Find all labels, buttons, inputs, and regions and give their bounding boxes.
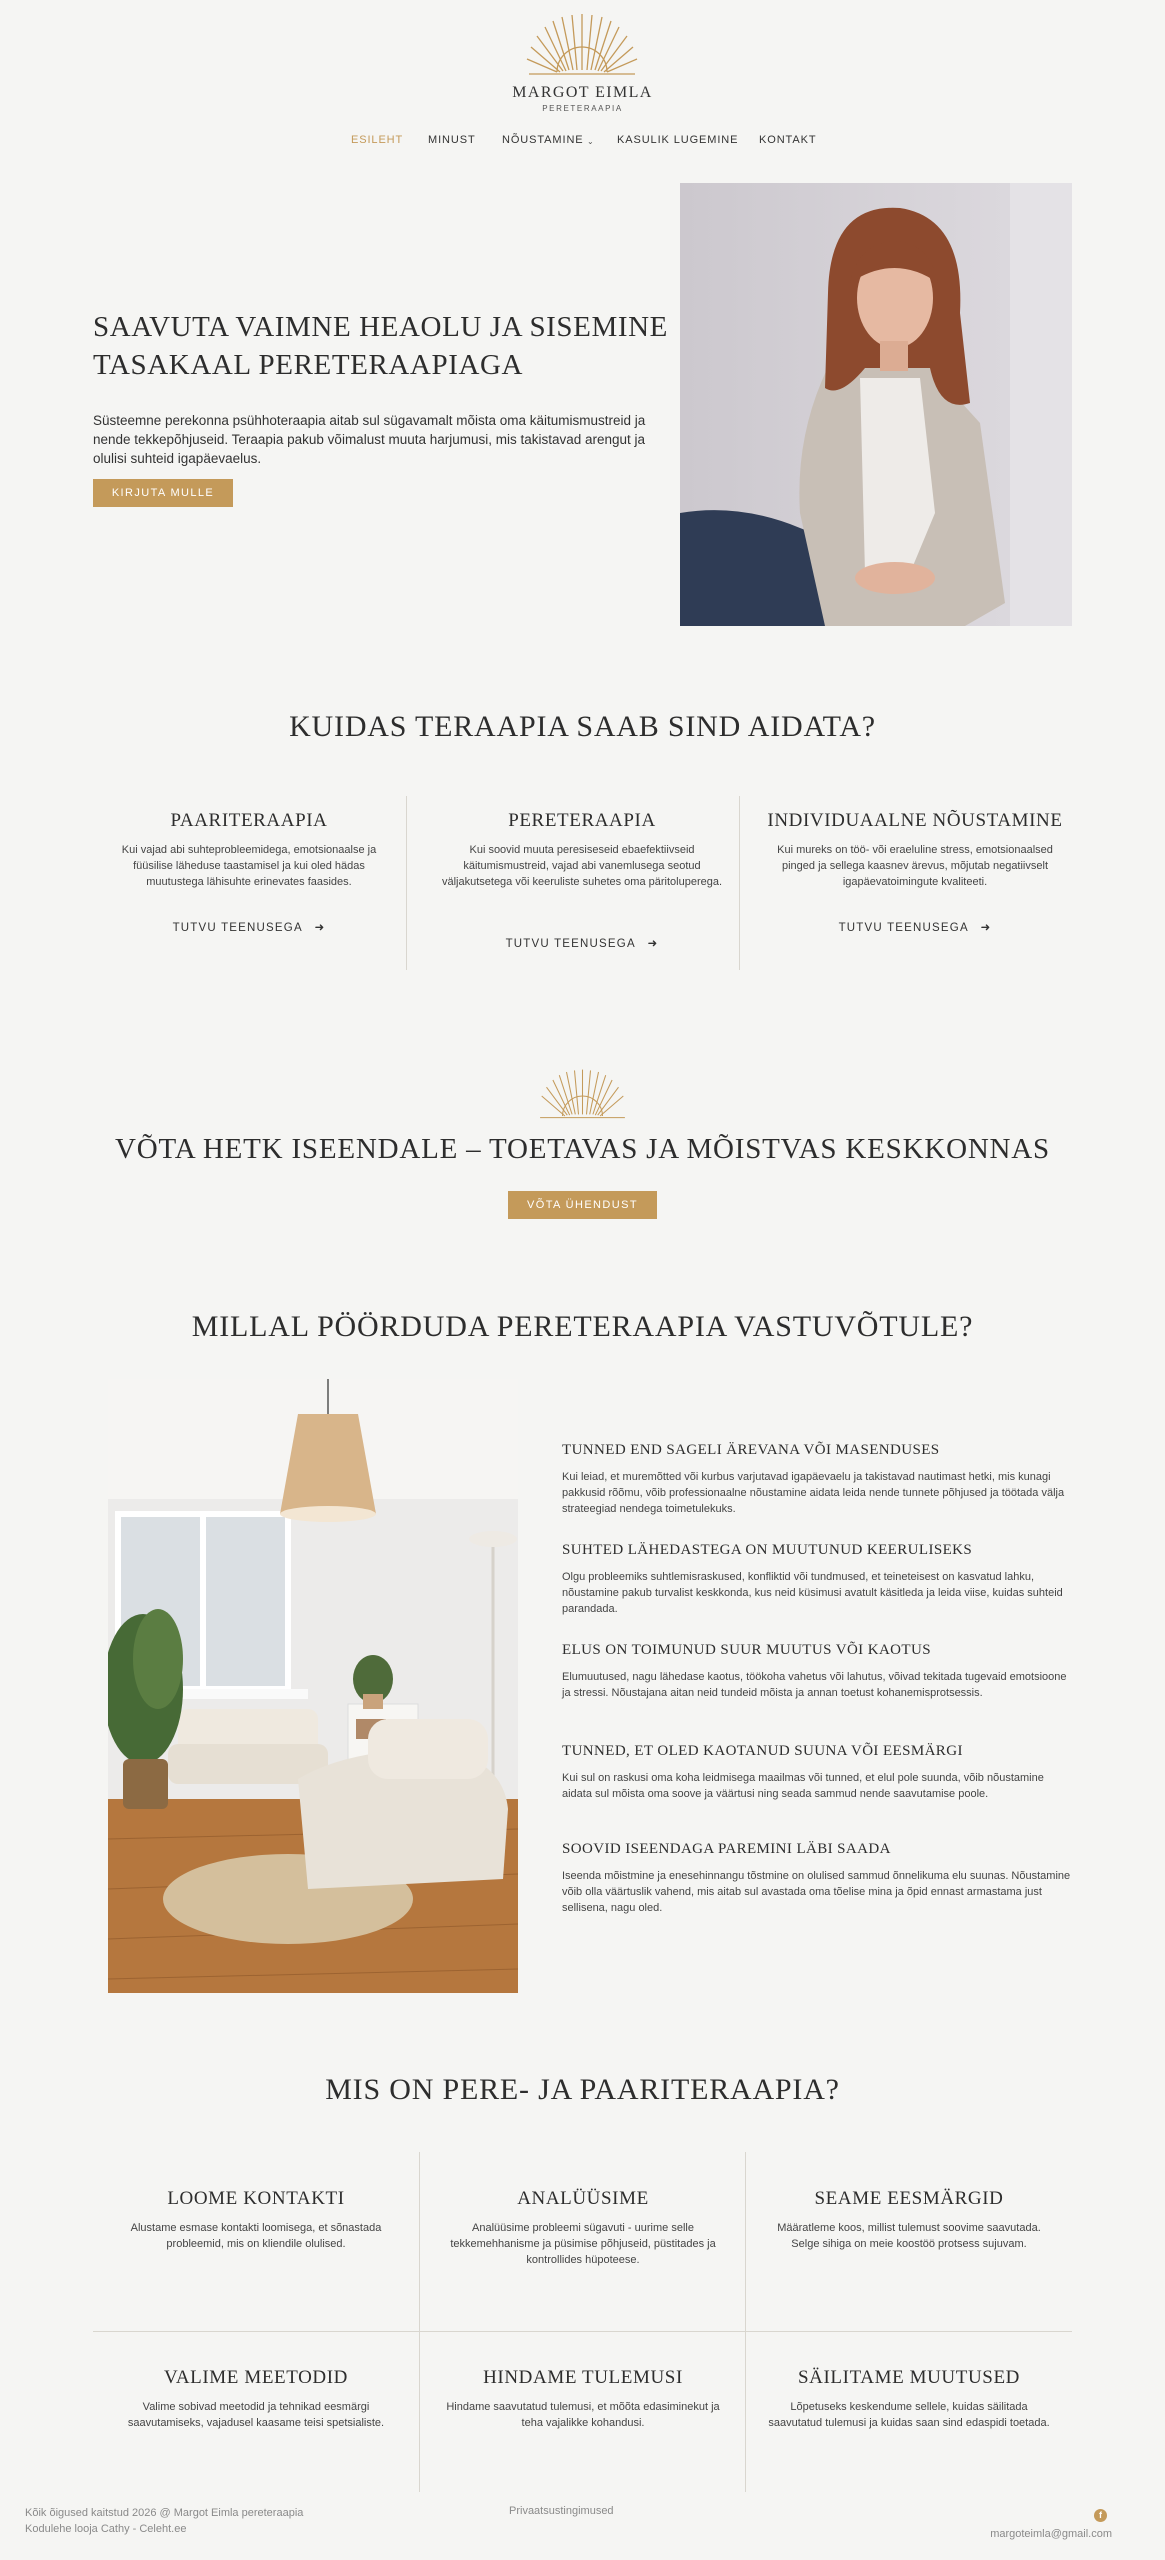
- when-item-text: Kui leiad, et muremõtted või kurbus varjutavad igapäevaelu ja takistavad nautimast hetki, mis kunagi pakkusid rõõmu, võib professionaalne nõustamine aidata leida nende tunnete põhjused ja töötada välja strateegiad nendega toimetulekuks.: [562, 1471, 1065, 1515]
- service-title: INDIVIDUAALNE NÕUSTAMINE: [767, 810, 1063, 831]
- hero-title: SAAVUTA VAIMNE HEAOLU JA SISEMINE TASAKAAL PERETERAAPIAGA: [93, 311, 668, 381]
- nav-item-kontakt[interactable]: KONTAKT: [759, 134, 817, 146]
- arrow-right-icon[interactable]: ➜: [980, 922, 992, 934]
- service-text: Kui mureks on töö- või eraeluline stress, emotsionaalsed pinged ja sellega kaasnev ärevus, mõjutab negatiivselt igapäevatoimingute kvaliteeti.: [777, 844, 1053, 888]
- nav-item-noustamine[interactable]: NÕUSTAMINE: [502, 134, 584, 146]
- when-item: [562, 1841, 1072, 1916]
- step-title: HINDAME TULEMUSI: [483, 2367, 683, 2388]
- service-text: Kui vajad abi suhteprobleemidega, emotsionaalse ja füüsilise läheduse taastamisel ja kui oled hädas muutustega lähisuhte erinevates faasides.: [121, 844, 377, 888]
- step-title: LOOME KONTAKTI: [167, 2188, 345, 2209]
- help-section-title: KUIDAS TERAAPIA SAAB SIND AIDATA?: [289, 710, 876, 743]
- step-title: ANALÜÜSIME: [517, 2188, 649, 2209]
- service-card-pereteraapia: [417, 796, 747, 970]
- service-link-label[interactable]: TUTVU TEENUSEGA: [172, 922, 303, 934]
- main-nav: [0, 134, 1165, 148]
- service-title: PERETERAAPIA: [508, 810, 656, 831]
- service-card-individuaalne: [750, 796, 1080, 970]
- when-item-title: ELUS ON TOIMUNUD SUUR MUUTUS VÕI KAOTUS: [562, 1642, 931, 1658]
- footer-credit-link[interactable]: Kodulehe looja Cathy - Celeht.ee: [25, 2523, 187, 2535]
- when-item-title: SUHTED LÄHEDASTEGA ON MUUTUNUD KEERULISEKS: [562, 1542, 973, 1558]
- arrow-right-icon[interactable]: ➜: [647, 938, 659, 950]
- when-section-title: MILLAL PÖÖRDUDA PERETERAAPIA VASTUVÕTULE?: [191, 1310, 974, 1343]
- process-step: [420, 2367, 746, 2431]
- nav-item-kasulik-lugemine[interactable]: KASULIK LUGEMINE: [617, 134, 739, 146]
- process-section-title: MIS ON PERE- JA PAARITERAAPIA?: [325, 2073, 840, 2106]
- process-step: [746, 2367, 1072, 2431]
- step-text: Määratleme koos, millist tulemust soovime saavutada. Selge sihiga on meie koostöö protsess sujuvam.: [777, 2222, 1041, 2250]
- facebook-icon[interactable]: f: [1094, 2509, 1107, 2522]
- nav-item-minust[interactable]: MINUST: [428, 134, 476, 146]
- when-item-title: TUNNED END SAGELI ÄREVANA VÕI MASENDUSES: [562, 1442, 940, 1458]
- brand-subtitle: PERETERAAPIA: [542, 104, 623, 113]
- when-item: [562, 1442, 1072, 1517]
- service-title: PAARITERAAPIA: [170, 810, 328, 831]
- process-step: [93, 2188, 419, 2252]
- process-step: [420, 2188, 746, 2268]
- divider: [93, 2331, 1072, 2332]
- process-step: [746, 2188, 1072, 2252]
- when-item-text: Olgu probleemiks suhtlemisraskused, konfliktid või tundmused, et teineteisest on kasvatud lahku, nõustamine pakub turvalist keskkonda, kus neid küsimusi avatult käsitleda ja leida viise, kuidas suhteid parandada.: [562, 1571, 1063, 1615]
- step-title: SEAME EESMÄRGID: [814, 2188, 1004, 2209]
- brand-name[interactable]: MARGOT EIMLA: [512, 84, 653, 101]
- step-title: VALIME MEETODID: [163, 2367, 349, 2388]
- write-me-button[interactable]: KIRJUTA MULLE: [93, 479, 233, 507]
- hero-text: Süsteemne perekonna psühhoteraapia aitab sul sügavamalt mõista oma käitumismustreid ja nende tekkepõhjuseid. Teraapia pakub võimalust muuta harjumusi, mis takistavad arengut ja olulisi suhteid igapäevaelus.: [93, 413, 646, 466]
- service-link-label[interactable]: TUTVU TEENUSEGA: [505, 938, 636, 950]
- contact-button[interactable]: VÕTA ÜHENDUST: [508, 1191, 657, 1219]
- when-item: [562, 1542, 1072, 1617]
- service-link[interactable]: [750, 920, 1080, 934]
- footer-copyright: Kõik õigused kaitstud 2026 @ Margot Eimla pereteraapia: [25, 2507, 304, 2519]
- divider: [406, 796, 407, 970]
- arrow-right-icon[interactable]: ➜: [314, 922, 326, 934]
- when-item-title: SOOVID ISEENDAGA PAREMINI LÄBI SAADA: [562, 1841, 891, 1857]
- step-text: Hindame saavutatud tulemusi, et mõõta edasiminekut ja teha vajalikke kohandusi.: [446, 2401, 720, 2429]
- step-title: SÄILITAME MUUTUSED: [798, 2367, 1020, 2388]
- service-link-label[interactable]: TUTVU TEENUSEGA: [838, 922, 969, 934]
- when-item-text: Elumuutused, nagu lähedase kaotus, töökoha vahetus või lahutus, võivad tekitada tugevaid emotsioone ja stressi. Nõustajana aitan neid tundeid mõista ja annan toetust kohanemisprotsessis.: [562, 1671, 1067, 1699]
- when-item-text: Kui sul on raskusi oma koha leidmisega maailmas või tunned, et elul pole suunda, võib nõustamine aidata sul mõista oma soove ja väärtusi ning seada sammud nende saavutamise poole.: [562, 1772, 1044, 1800]
- cta-title: VÕTA HETK ISEENDALE – TOETAVAS JA MÕISTVAS KESKKONNAS: [115, 1133, 1050, 1165]
- process-step: [93, 2367, 419, 2431]
- divider: [739, 796, 740, 970]
- therapy-room-image: [108, 1379, 518, 1993]
- nav-item-esileht[interactable]: ESILEHT: [351, 134, 404, 146]
- service-link[interactable]: [84, 920, 414, 934]
- nav-dropdown-chevron-icon[interactable]: ⌄: [587, 137, 594, 146]
- when-item-title: TUNNED, ET OLED KAOTANUD SUUNA VÕI EESMÄRGI: [562, 1743, 963, 1759]
- service-link[interactable]: [417, 936, 747, 950]
- service-text: Kui soovid muuta peresiseseid ebaefektiivseid käitumismustreid, vajad abi vanemlusega seotud väljakutsetega või keeruliste suhetes oma päritoluperega.: [441, 844, 723, 888]
- step-text: Valime sobivad meetodid ja tehnikad eesmärgi saavutamiseks, vajadusel kaasame teisi spetsialiste.: [127, 2401, 385, 2429]
- footer-email-link[interactable]: margoteimla@gmail.com: [990, 2528, 1112, 2540]
- when-item: [562, 1743, 1072, 1802]
- service-card-paariteraapia: [84, 796, 414, 970]
- step-text: Analüüsime probleemi sügavuti - uurime selle tekkemehhanisme ja püsimise põhjuseid, püstitades ja kontrollides hüpoteese.: [450, 2222, 716, 2266]
- logo-sun-icon[interactable]: [517, 12, 647, 77]
- therapist-portrait-image: [680, 183, 1072, 626]
- when-item-text: Iseenda mõistmine ja enesehinnangu tõstmine on olulised sammud õnnelikuma elu suunas. Nõustamine võib olla väärtuslik vahend, mis aitab sul avastada oma tõelise mina ja õpid ennast armastama just sellisena, nagu oled.: [562, 1870, 1071, 1914]
- step-text: Alustame esmase kontakti loomisega, et sõnastada probleemid, mis on kliendile olulised.: [130, 2222, 382, 2250]
- sun-decoration-icon: [530, 1068, 635, 1120]
- step-text: Lõpetuseks keskendume sellele, kuidas säilitada saavutatud tulemusi ja kuidas saan sind edaspidi toetada.: [768, 2401, 1050, 2429]
- footer-privacy-link[interactable]: Privaatsustingimused: [509, 2505, 614, 2517]
- when-item: [562, 1642, 1072, 1701]
